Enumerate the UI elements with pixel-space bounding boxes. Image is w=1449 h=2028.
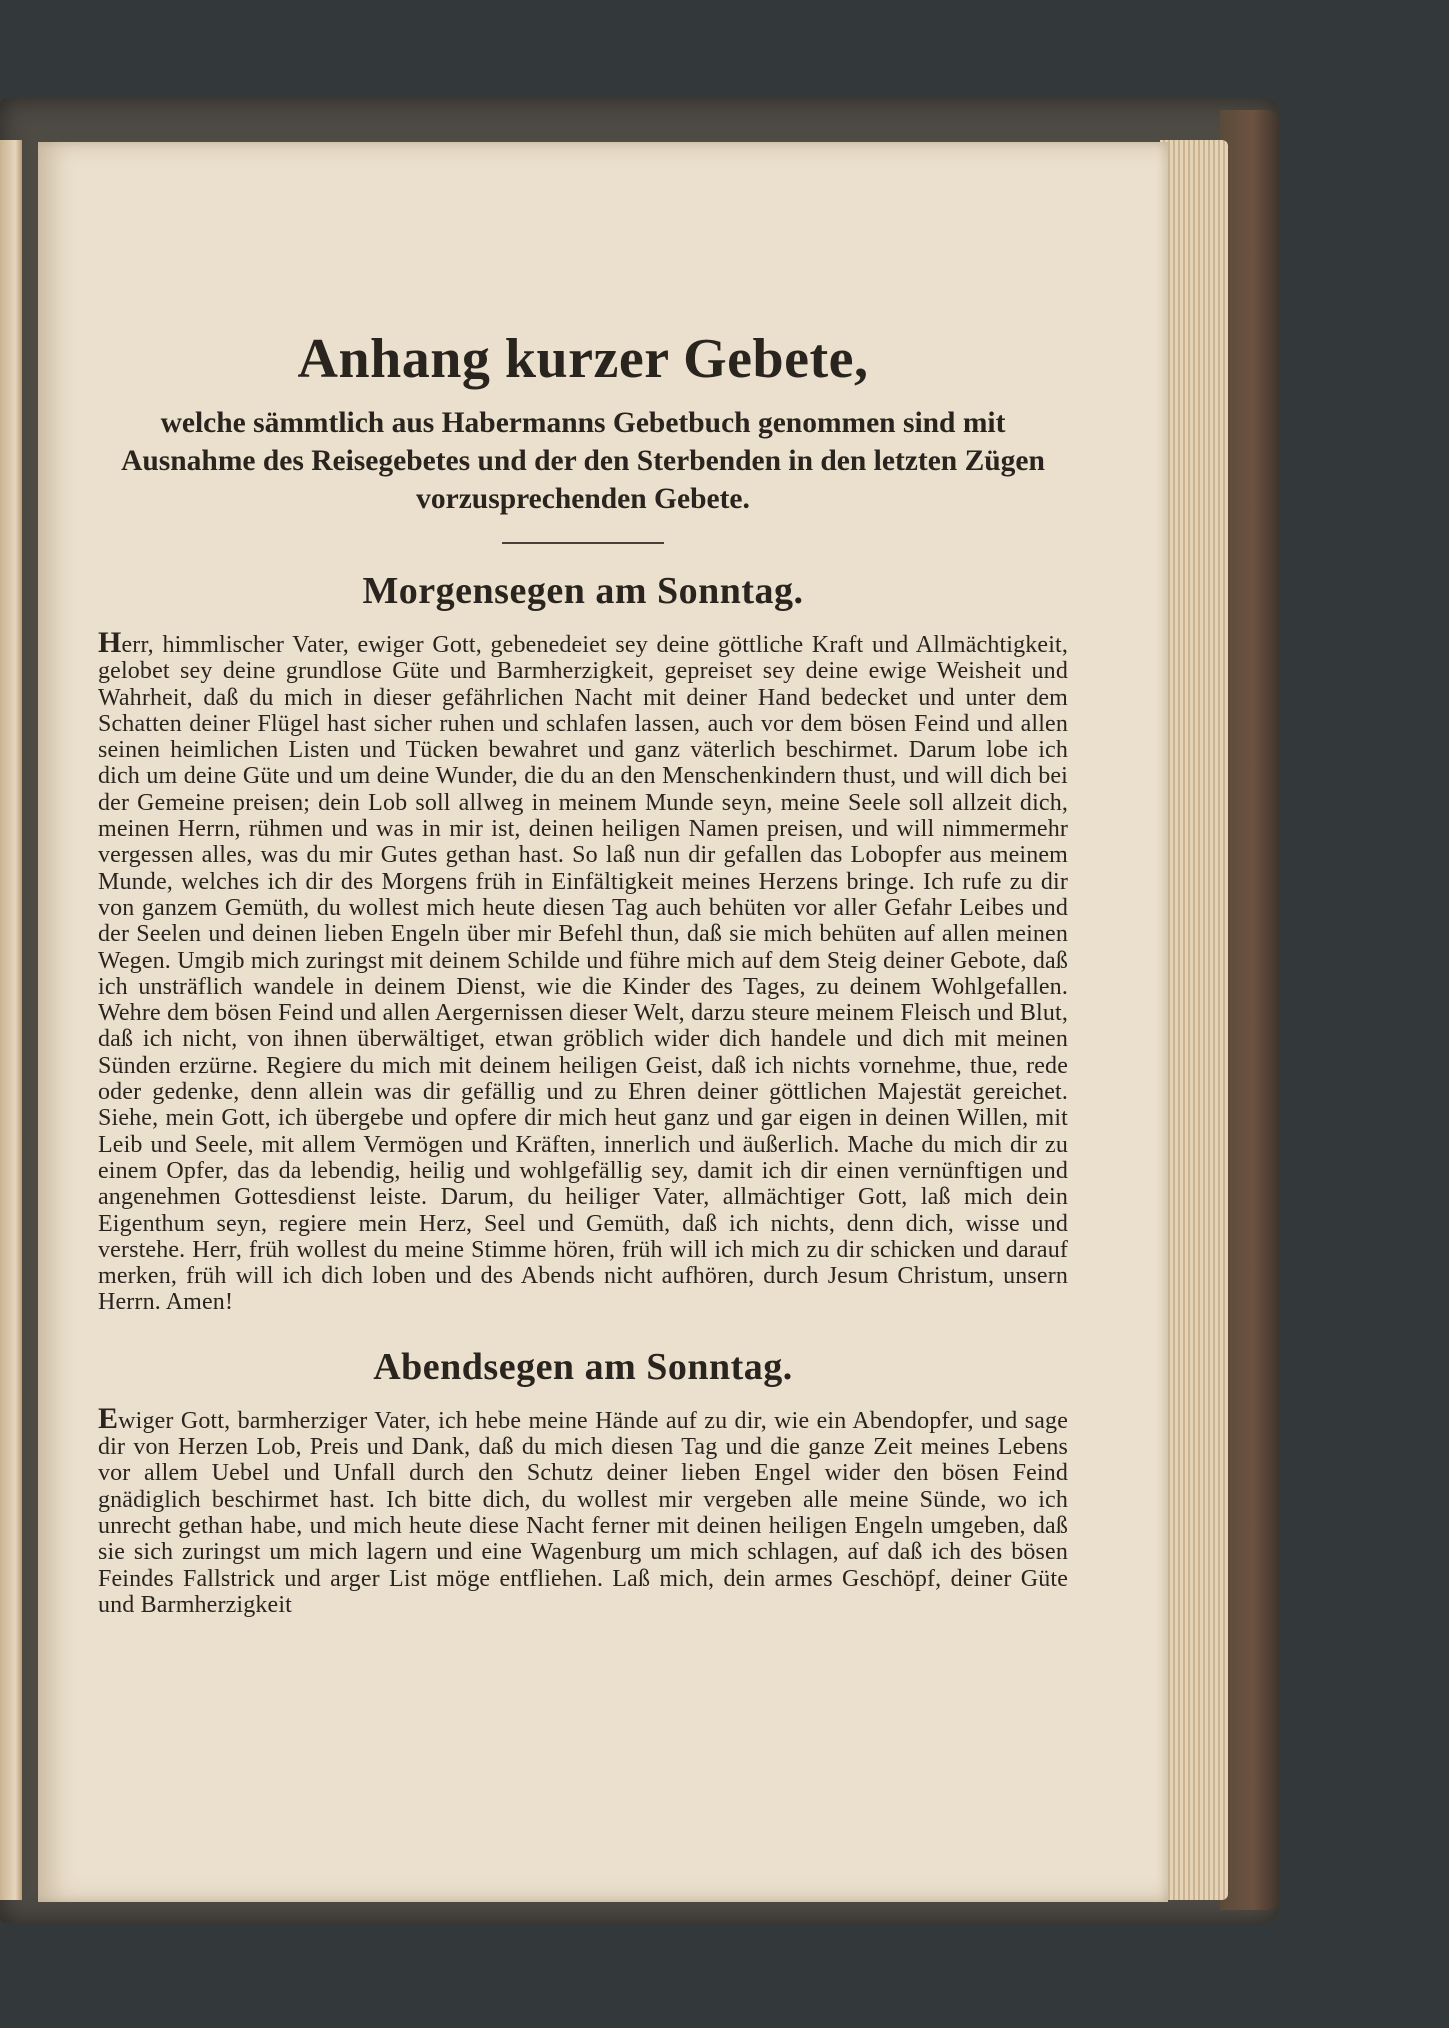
initial-letter: H [98,626,122,659]
initial-letter: E [98,1401,119,1435]
section-heading-morning: Morgensegen am Sonntag. [362,570,804,612]
left-page-edge [0,140,22,1900]
divider-rule [502,542,664,544]
cover-edge [1220,110,1280,1910]
paragraph-text: wiger Gott, barmherziger Vater, ich hebe meine Hände auf zu dir, wie ein Abendopfer, und sage dir von Herzen Lob, Preis und Dank, daß du mich diesen Tag und die ganze Zeit meines Lebens vor allem Uebel und Unfall durch den Schutz deiner lieben Engel wider den bösen Feind gnädiglich beschirmet hast. Ich bitte dich, du wollest mir vergeben alle meine Sünde, wo ich unrecht gethan habe, und mich heute diese Nacht ferner mit deinen heiligen Engeln umgeben, daß sie sich zuringst um mich lagern und eine Wagenburg um mich schlagen, auf daß ich des bösen Feindes Fallstrick und arger List möge entfliehen. Laß mich, dein armes Geschöpf, deiner Güte und Barmherzigkeit [98,1407,1068,1618]
page-content [98,176,1068,1618]
section-text-morning [98,626,1068,1316]
page-stack-edge [1160,140,1228,1900]
section-text-evening [98,1401,1068,1618]
paragraph-text: err, himmlischer Vater, ewiger Gott, gebenedeiet sey deine göttliche Kraft und Allmächtigkeit, gelobet sey deine grundlose Güte und Barmherzigkeit, gepreiset sey deine ewige Weisheit und Wahrheit, daß du mich in dieser gefährlichen Nacht mit deiner Hand bedecket und unter dem Schatten deiner Flügel hast sicher ruhen und schlafen lassen, auch vor dem bösen Feind und allen seinen heimlichen Listen und Tücken bewahret und ganz väterlich beschirmet. Darum lobe ich dich um deine Güte und um deine Wunder, die du an den Menschenkindern thust, und will dich bei der Gemeine preisen; dein Lob soll allweg in meinem Munde seyn, meine Seele soll allzeit dich, meinen Herrn, rühmen und was in mir ist, deinen heiligen Namen preisen, und will nimmermehr vergessen alles, was du mir Gutes gethan hast. So laß nun dir gefallen das Lobopfer aus meinem Munde, welches ich dir des Morgens früh in Einfältigkeit meines Herzens bringe. Ich rufe zu dir von ganzem Gemüth, du wollest mich heute diesen Tag auch behüten vor aller Gefahr Leibes und der Seelen und deinen lieben Engeln über mir Befehl thun, daß sie mich behüten auf allen meinen Wegen. Umgib mich zuringst mit deinem Schilde und führe mich auf dem Steig deiner Gebote, daß ich unsträflich wandele in deinem Dienst, wie die Kinder des Tages, zu deinem Wohlgefallen. Wehre dem bösen Feind und allen Aergernissen dieser Welt, darzu steure meinem Fleisch und Blut, daß ich nicht, von ihnen überwältiget, etwan gröblich wider dich handele und dich mit meinen Sünden erzürne. Regiere du mich mit deinem heiligen Geist, daß ich nichts vornehme, thue, rede oder gedenke, denn allein was dir gefällig und zu Ehren deiner göttlichen Majestät gereichet. Siehe, mein Gott, ich übergebe und opfere dir mich heut ganz und gar eigen in deinen Willen, mit Leib und Seele, mit allem Vermögen und Kräften, innerlich und äußerlich. Mache du mich dir zu einem Opfer, das da lebendig, heilig und wohlgefällig sey, damit ich dir einen vernünftigen und angenehmen Gottesdienst leiste. Darum, du heiliger Vater, allmächtiger Gott, laß mich dein Eigenthum seyn, regiere mein Herz, Seel und Gemüth, daß ich nichts, denn dich, wisse und verstehe. Herr, früh wollest du meine Stimme hören, früh will ich mich zu dir schicken und darauf merken, früh will ich dich loben und des Abends nicht aufhören, durch Jesum Christum, unsern Herrn. Amen! [98,632,1068,1316]
page-title: Anhang kurzer Gebete, [297,328,869,390]
section-heading-evening: Abendsegen am Sonntag. [373,1345,793,1388]
page-subtitle: welche sämmtlich aus Habermanns Gebetbuch genommen sind mit Ausnahme des Reisegebetes und der den Sterbenden in den letzten Zügen vorzusprechenden Gebete. [121,407,1045,515]
